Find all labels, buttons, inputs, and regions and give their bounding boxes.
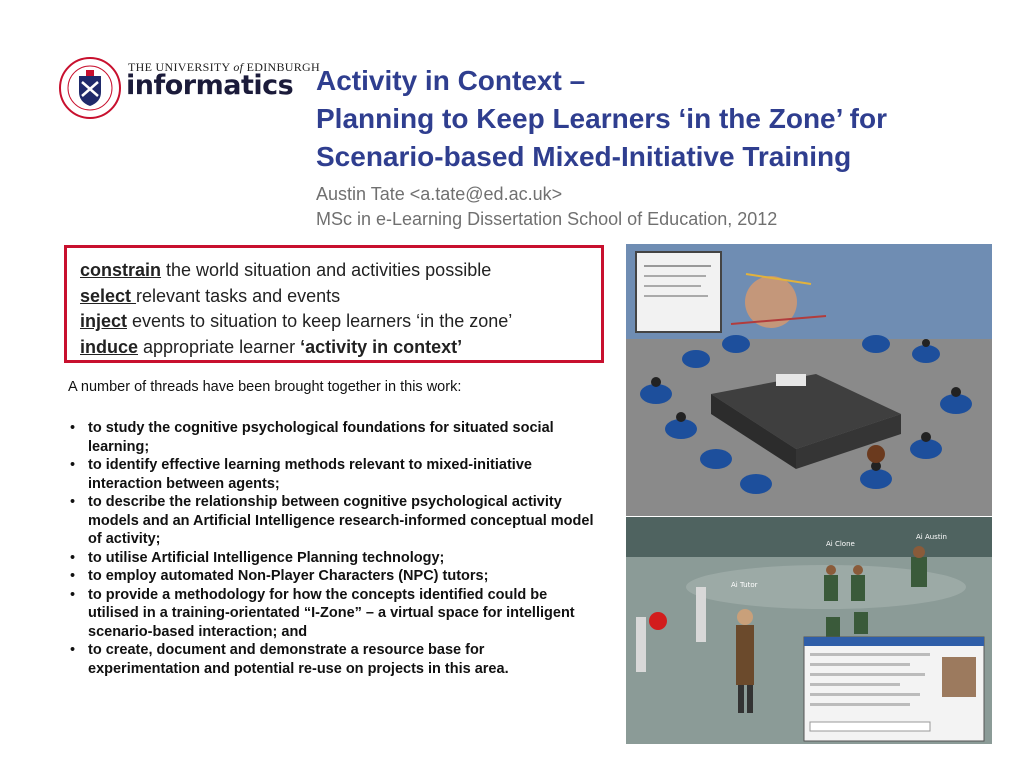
- informatics-wordmark: informatics: [126, 70, 294, 101]
- list-item: • to identify effective learning methods relevant to mixed-initiative interaction between agents;: [68, 456, 598, 493]
- affiliation-line: MSc in e-Learning Dissertation School of Education, 2012: [316, 209, 778, 229]
- concept-select: select relevant tasks and events: [80, 285, 341, 306]
- threads-intro: A number of threads have been brought together in this work:: [68, 379, 462, 395]
- label-ai-tutor: Ai Tutor: [731, 581, 758, 589]
- list-item: • to study the cognitive psychological foundations for situated social learning;: [68, 419, 598, 456]
- threads-list: [68, 419, 598, 678]
- list-item: • to create, document and demonstrate a resource base for experimentation and potential re-use on projects in this area.: [68, 641, 598, 678]
- slide-title: [316, 62, 1006, 176]
- list-item: • to employ automated Non-Player Characters (NPC) tutors;: [68, 567, 598, 586]
- virtual-world-meeting-screenshot: [626, 244, 992, 516]
- title-line-3: Scenario-based Mixed-Initiative Training: [316, 141, 852, 172]
- title-line-1: Activity in Context –: [316, 65, 586, 96]
- concept-induce: induce appropriate learner ‘activity in context’: [80, 336, 463, 357]
- key-concepts-box: [64, 245, 604, 363]
- list-item: • to describe the relationship between cognitive psychological activity models and an Artificial Intelligence research-informed conceptual model of activity;: [68, 493, 598, 549]
- list-item: • to provide a methodology for how the concepts identified could be utilised in a training-orientated “I-Zone” – a virtual space for intelligent scenario-based interaction; and: [68, 586, 598, 642]
- concept-constrain: constrain the world situation and activities possible: [80, 260, 492, 280]
- university-name: THE UNIVERSITY of EDINBURGH: [128, 60, 320, 74]
- concept-inject: inject events to situation to keep learners ‘in the zone’: [80, 311, 513, 331]
- list-item: • to utilise Artificial Intelligence Planning technology;: [68, 549, 598, 568]
- slide-subtitle: [316, 182, 916, 232]
- author-line: Austin Tate <a.tate@ed.ac.uk>: [316, 184, 563, 204]
- title-line-2: Planning to Keep Learners ‘in the Zone’ for: [316, 103, 887, 134]
- label-ai-austin: Ai Austin: [916, 533, 947, 541]
- i-zone-tutor-screenshot: [626, 517, 992, 744]
- label-ai-clone: Ai Clone: [826, 540, 855, 548]
- university-crest-icon: [58, 56, 122, 120]
